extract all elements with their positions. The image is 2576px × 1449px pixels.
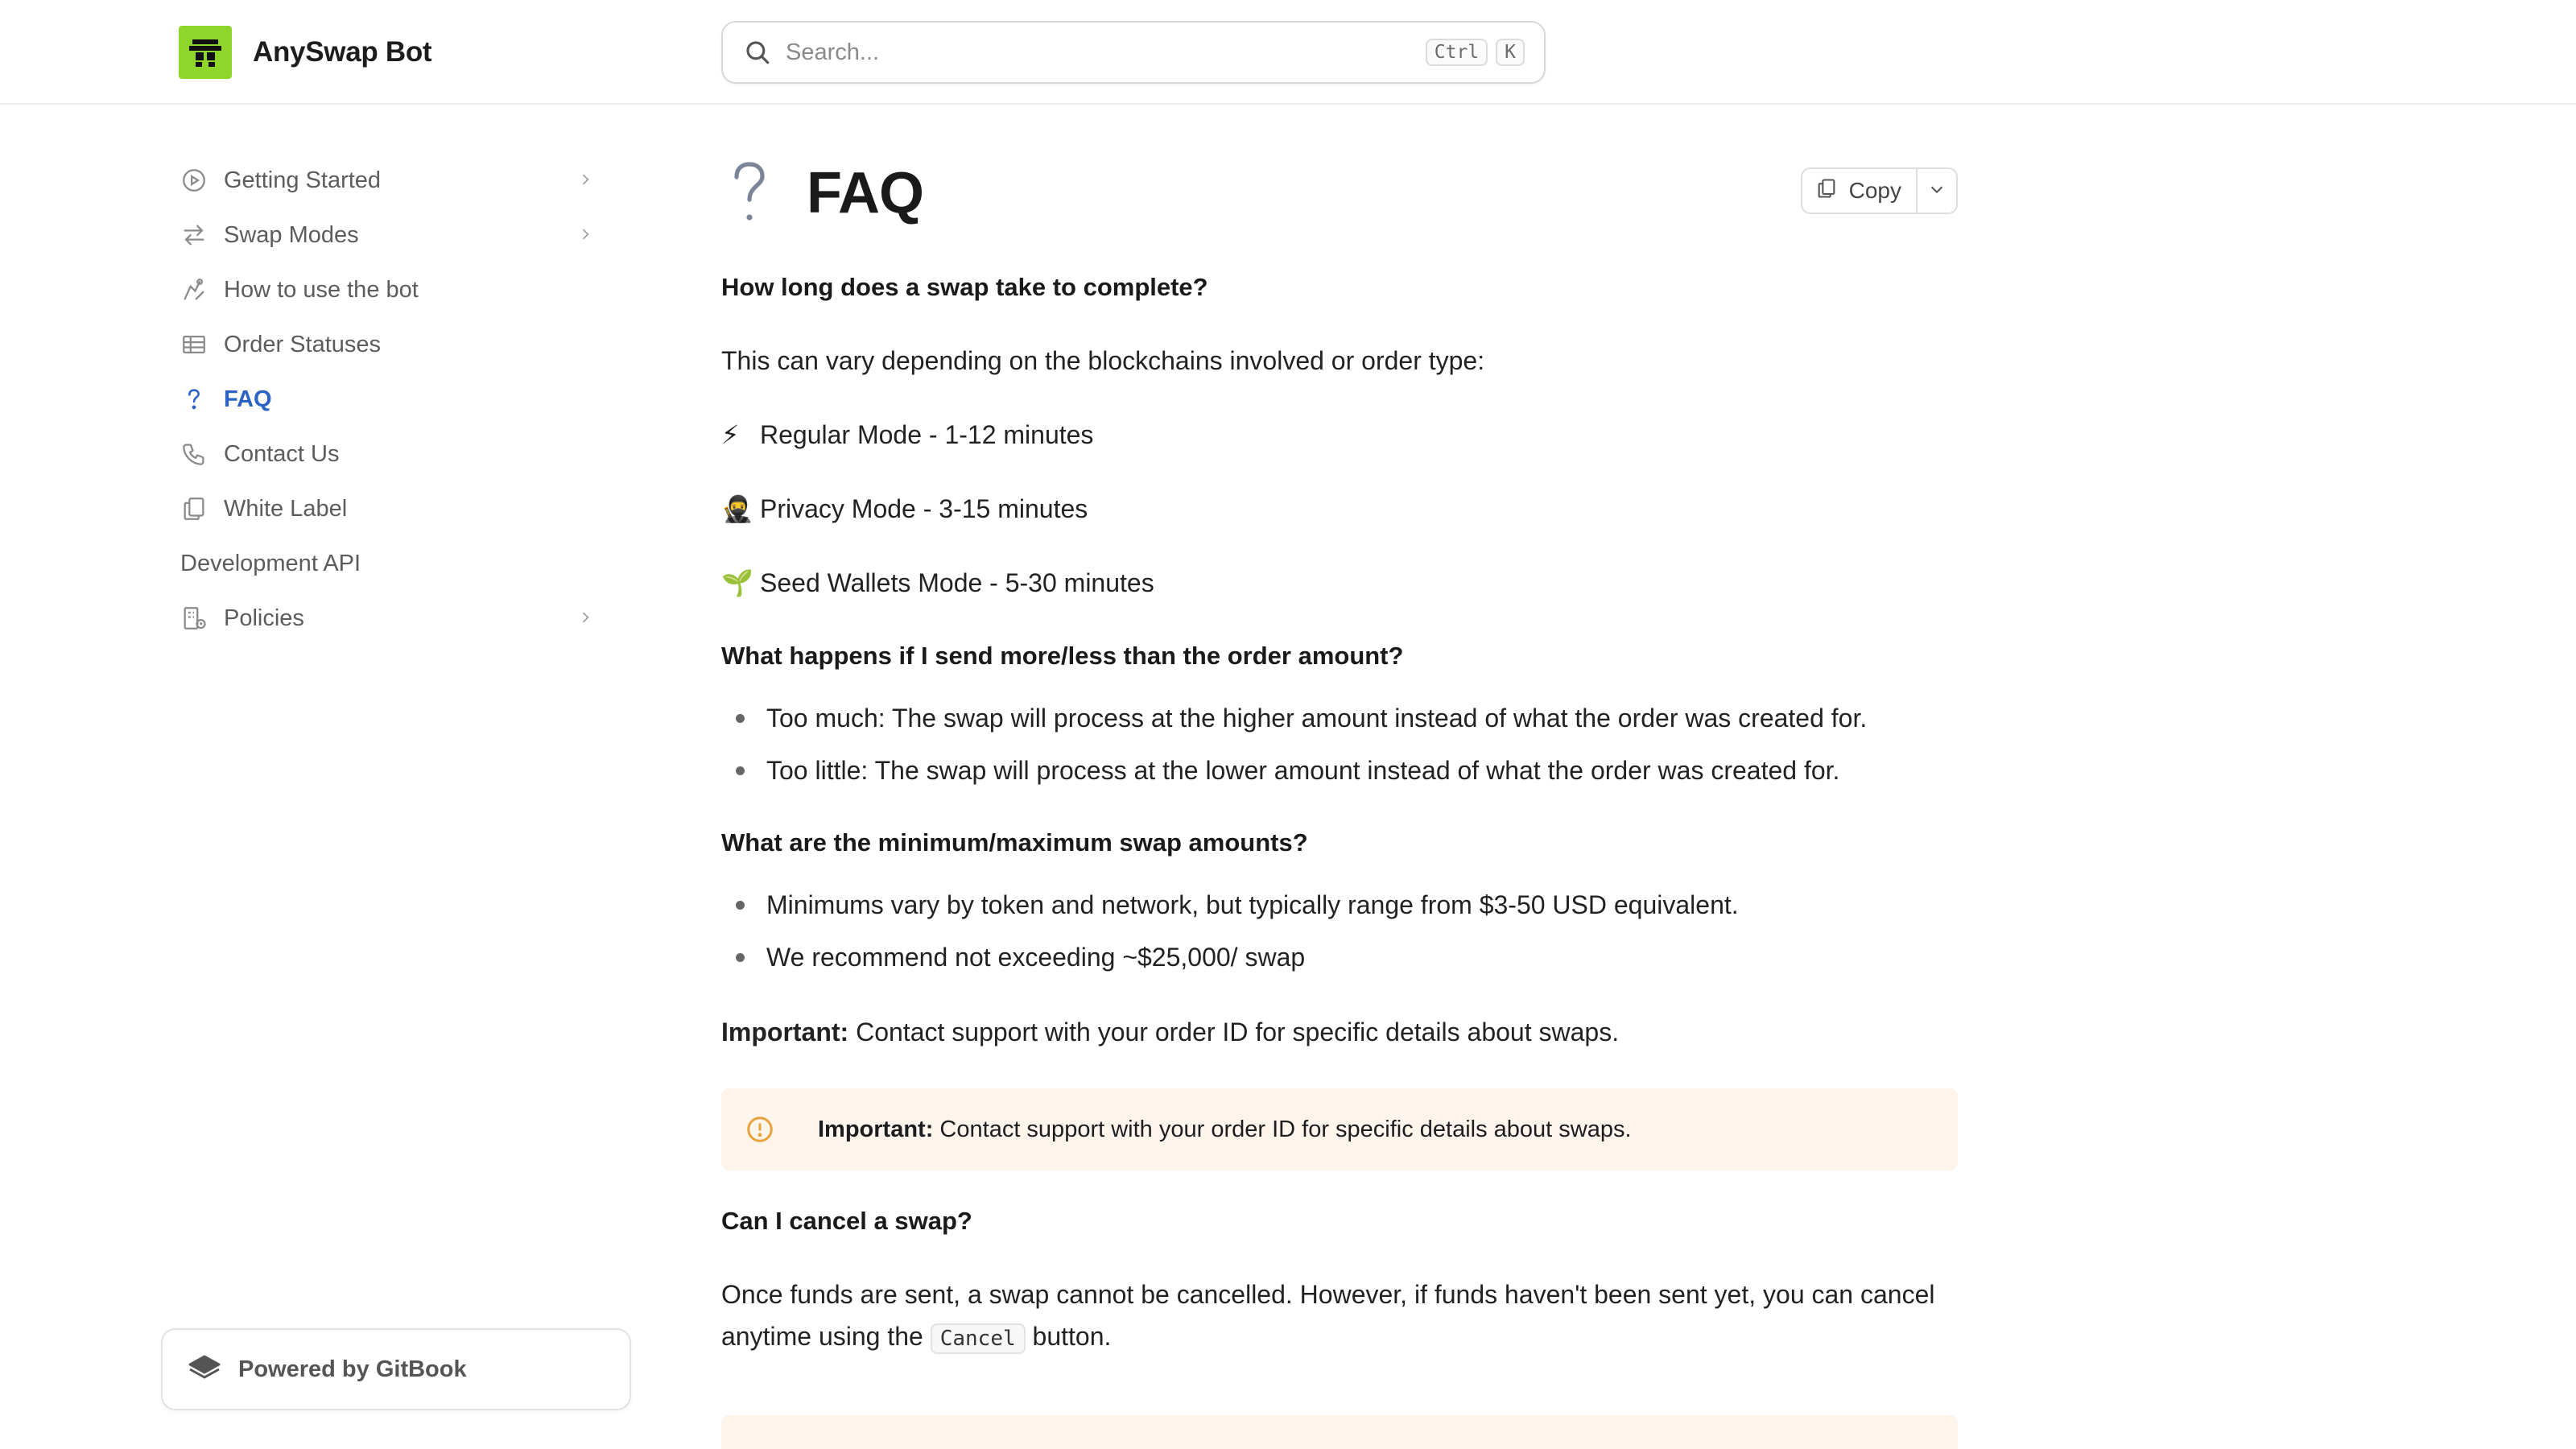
question-icon — [721, 157, 778, 229]
arrows-swap-icon — [179, 220, 209, 250]
callout-label: Important: — [818, 1116, 934, 1142]
cancel-text-after: button. — [1025, 1322, 1112, 1351]
page-title: FAQ — [807, 161, 924, 225]
sidebar-item-label: Contact Us — [224, 440, 340, 467]
cancel-text-before: Once funds are sent, a swap cannot be cancelled. However, if funds haven't been sent yet, you can cancel anytime using the — [721, 1280, 1935, 1351]
search-icon — [742, 37, 773, 68]
seedling-icon: 🌱 — [721, 568, 753, 597]
chevron-right-icon[interactable] — [573, 222, 597, 246]
chevron-right-icon[interactable] — [573, 605, 597, 630]
play-circle-icon — [179, 165, 209, 196]
sidebar-item-label: Development API — [180, 550, 361, 576]
ninja-icon: 🥷 — [721, 494, 753, 523]
copy-icon — [1815, 177, 1838, 205]
copy-options-dropdown[interactable] — [1916, 169, 1956, 213]
wrong-amount-list — [721, 697, 1958, 791]
chevron-down-icon — [1928, 180, 1946, 202]
building-icon — [179, 603, 209, 634]
sidebar-item-label: Order Statuses — [224, 331, 382, 357]
list-item: Too much: The swap will process at the higher amount instead of what the order was created for. — [721, 697, 1958, 739]
warning-callout — [721, 1088, 1958, 1170]
sidebar-item-policies[interactable] — [169, 591, 620, 646]
sidebar-item-white-label[interactable] — [169, 481, 620, 536]
logo-icon — [179, 26, 232, 79]
sidebar-item-label: Getting Started — [224, 167, 382, 193]
min-max-list — [721, 884, 1958, 978]
sidebar-item-label: White Label — [224, 495, 348, 522]
question-icon — [179, 384, 209, 415]
mode-text: Seed Wallets Mode - 5-30 minutes — [760, 568, 1154, 597]
paragraph-cancel — [721, 1274, 1958, 1360]
mode-text: Privacy Mode - 3-15 minutes — [760, 494, 1088, 523]
sidebar-item-faq[interactable] — [169, 372, 620, 427]
top-header — [0, 0, 2576, 105]
shortcut-k-key: K — [1496, 39, 1525, 66]
sidebar-item-label: How to use the bot — [224, 276, 419, 303]
sidebar-item-label: Policies — [224, 605, 304, 631]
phone-icon — [179, 439, 209, 469]
search-placeholder: Search... — [786, 39, 880, 65]
chevron-right-icon[interactable] — [573, 167, 597, 192]
shortcut-ctrl-key: Ctrl — [1426, 39, 1488, 66]
callout-text — [818, 1117, 1632, 1143]
site-logo-link[interactable] — [179, 26, 431, 79]
powered-by-label: Powered by GitBook — [238, 1356, 467, 1382]
partial-callout — [721, 1415, 1958, 1449]
sidebar-nav — [169, 153, 620, 646]
sidebar-item-getting-started[interactable] — [169, 153, 620, 208]
important-paragraph — [721, 1011, 1958, 1053]
mode-item-seed-wallets — [721, 562, 1958, 604]
copy-label: Copy — [1848, 178, 1901, 203]
important-label: Important: — [721, 1018, 849, 1046]
sidebar-item-label: FAQ — [224, 386, 272, 412]
sidebar-item-contact-us[interactable] — [169, 427, 620, 481]
sidebar-item-how-to-use[interactable] — [169, 262, 620, 317]
table-icon — [179, 329, 209, 360]
page-header — [721, 145, 1958, 242]
copy-icon — [179, 493, 209, 524]
search-input[interactable] — [721, 21, 1546, 84]
mode-text: Regular Mode - 1-12 minutes — [760, 420, 1094, 449]
list-item: Too little: The swap will process at the lower amount instead of what the order was created for. — [721, 749, 1958, 791]
paragraph-swap-duration: This can vary depending on the blockchains involved or order type: — [721, 346, 1485, 375]
important-text: Contact support with your order ID for specific details about swaps. — [848, 1018, 1620, 1046]
mode-item-regular — [721, 414, 1958, 456]
powered-by-gitbook-link[interactable] — [161, 1328, 631, 1410]
callout-body: Contact support with your order ID for specific details about swaps. — [933, 1116, 1632, 1142]
faq-question-swap-duration: How long does a swap take to complete? — [721, 273, 1208, 301]
sidebar-item-swap-modes[interactable] — [169, 208, 620, 262]
faq-question-cancel: Can I cancel a swap? — [721, 1207, 972, 1235]
sidebar-item-order-statuses[interactable] — [169, 317, 620, 372]
mode-item-privacy — [721, 488, 1958, 530]
cancel-code: Cancel — [931, 1323, 1026, 1354]
sidebar-item-development-api[interactable] — [169, 536, 620, 591]
list-item: Minimums vary by token and network, but typically range from $3-50 USD equivalent. — [721, 884, 1958, 926]
sidebar-item-label: Swap Modes — [224, 221, 359, 248]
gitbook-logo-icon — [187, 1352, 222, 1388]
lightning-icon: ⚡ — [721, 420, 740, 449]
copy-button-group — [1801, 167, 1958, 214]
faq-question-wrong-amount: What happens if I send more/less than the order amount? — [721, 642, 1404, 670]
warning-circle-icon — [745, 1115, 774, 1144]
robot-icon — [179, 275, 209, 305]
list-item: We recommend not exceeding ~$25,000/ swap — [721, 936, 1958, 978]
site-name: AnySwap Bot — [253, 36, 432, 68]
faq-question-min-max: What are the minimum/maximum swap amounts? — [721, 828, 1308, 857]
copy-page-button[interactable] — [1802, 169, 1916, 213]
main-content — [721, 145, 1958, 1360]
